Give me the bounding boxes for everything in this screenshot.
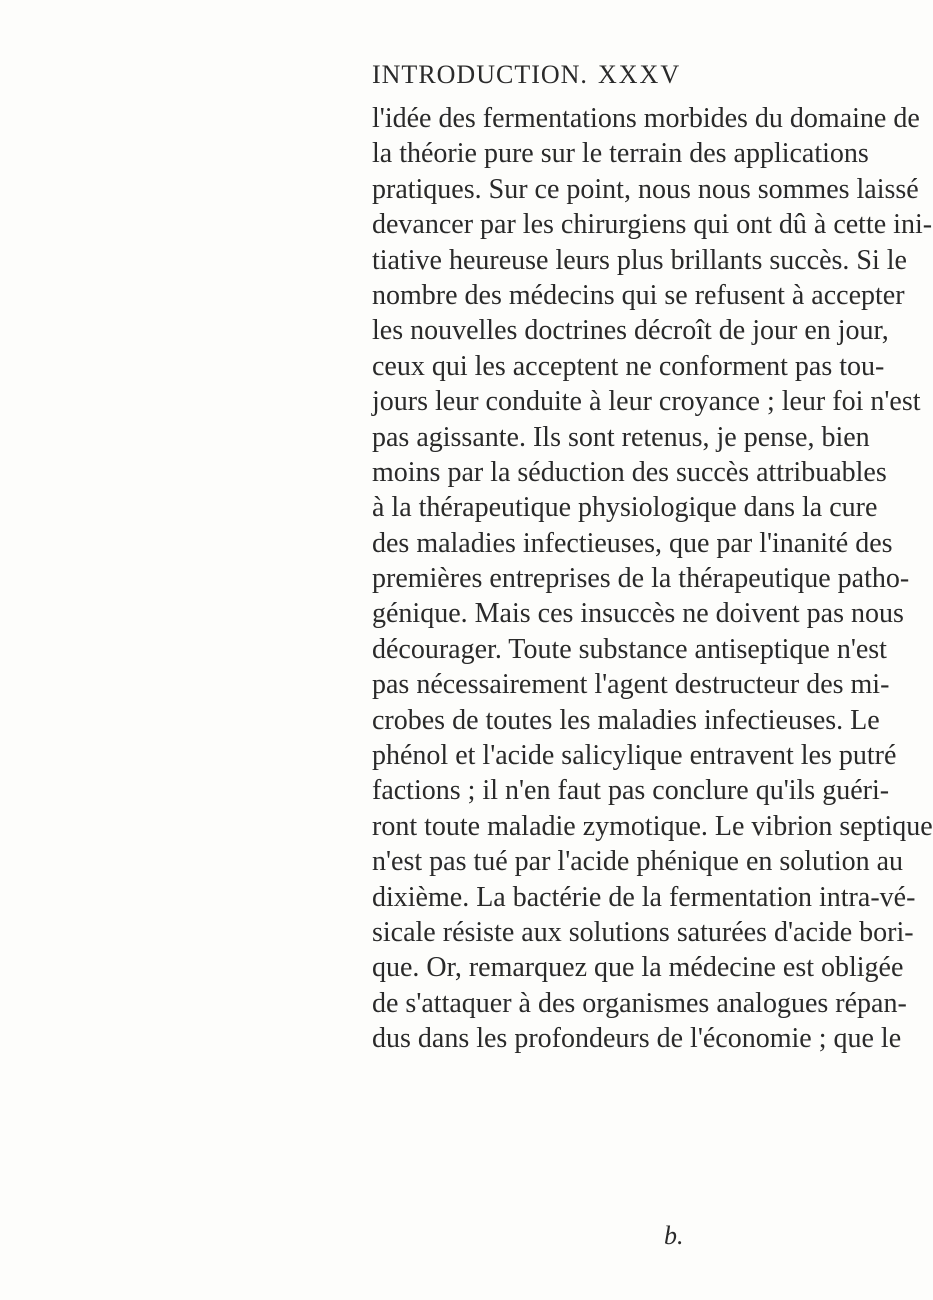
signature-mark: b. [664,1221,684,1250]
text-line: que. Or, remarquez que la médecine est obligée [372,952,904,984]
text-line: dixième. La bactérie de la fermentation intra-vé- [372,881,916,913]
text-line: n'est pas tué par l'acide phénique en solution au [372,846,904,878]
text-line: pas nécessairement l'agent destructeur des mi- [372,669,890,701]
text-line: des maladies infectieuses, que par l'inanité des [372,527,893,559]
text-line: la théorie pure sur le terrain des applications [372,138,869,170]
text-line: tiative heureuse leurs plus brillants succès. Si le [372,244,907,276]
text-line: dus dans les profondeurs de l'économie ; que le [372,1023,902,1055]
text-line: nombre des médecins qui se refusent à accepter [372,279,905,311]
running-title: INTRODUCTION. [372,60,588,89]
text-line: décourager. Toute substance antiseptique n'est [372,633,887,665]
text-line: factions ; il n'en faut pas conclure qu'ils guéri- [372,775,890,807]
text-line: premières entreprises de la thérapeutique patho- [372,563,910,595]
text-line: l'idée des fermentations morbides du domaine de [372,103,920,134]
text-line: crobes de toutes les maladies infectieuses. Le [372,704,880,736]
text-line: phénol et l'acide salicylique entravent les putré [372,740,897,772]
text-line: de s'attaquer à des organismes analogues répan- [372,987,907,1019]
text-line: devancer par les chirurgiens qui ont dû à cette ini- [372,209,933,241]
text-line: pas agissante. Ils sont retenus, je pense, bien [372,421,870,453]
text-line: sicale résiste aux solutions saturées d'acide bori- [372,916,914,948]
text-line: les nouvelles doctrines décroît de jour en jour, [372,315,889,347]
text-line: ceux qui les acceptent ne conforment pas tou- [372,350,885,382]
page-number: XXXV [598,60,682,89]
running-head [372,46,772,89]
body-text [372,101,933,1057]
text-line: jours leur conduite à leur croyance ; leur foi n'est [372,386,921,418]
text-line: ront toute maladie zymotique. Le vibrion septique [372,810,933,842]
text-line: moins par la séduction des succès attribuables [372,456,887,488]
text-line: pratiques. Sur ce point, nous nous sommes laissé [372,173,919,205]
text-line: à la thérapeutique physiologique dans la cure [372,492,878,524]
text-line: génique. Mais ces insuccès ne doivent pas nous [372,598,904,630]
